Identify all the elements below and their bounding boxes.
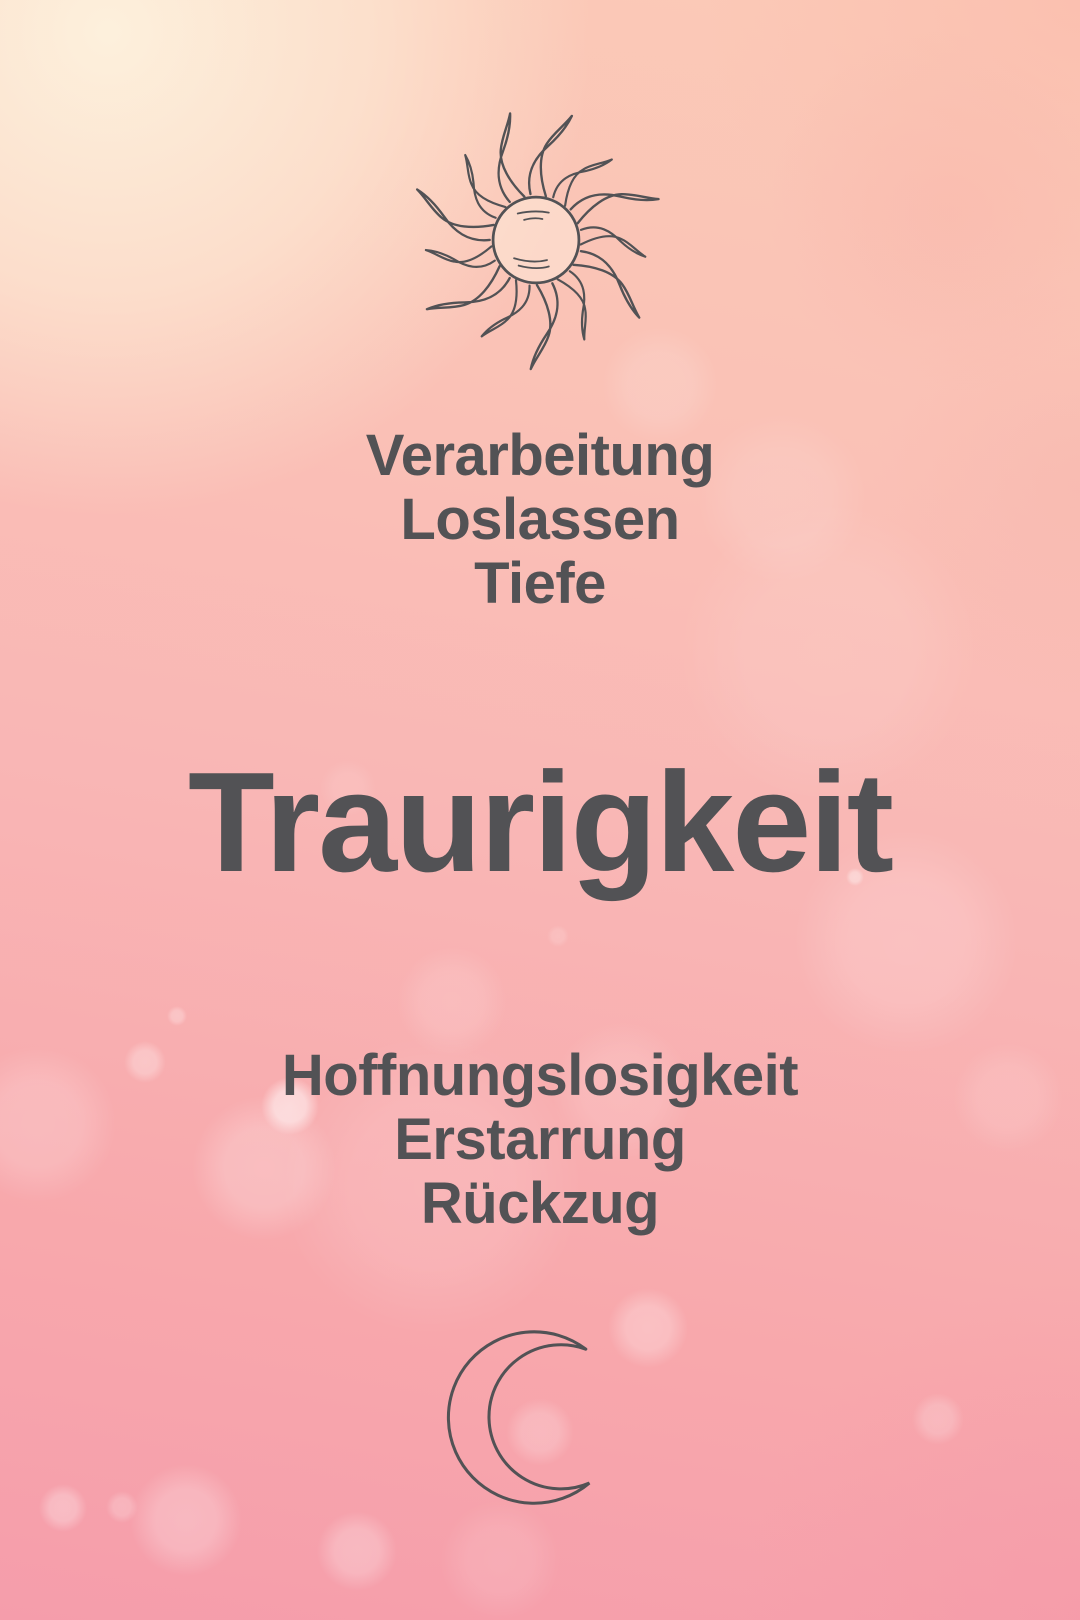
sun-icon [399,103,673,377]
page-title: Traurigkeit [187,743,893,902]
keywords-top [0,424,1080,616]
keyword-line: Tiefe [474,551,606,616]
crescent-moon-icon [434,1317,634,1517]
keyword-line: Verarbeitung [365,423,715,488]
keywords-bottom [0,1044,1080,1236]
keyword-line: Erstarrung [394,1107,686,1172]
keyword-line: Hoffnungslosigkeit [281,1043,799,1108]
keyword-line: Loslassen [400,487,680,552]
keyword-line: Rückzug [420,1171,660,1236]
